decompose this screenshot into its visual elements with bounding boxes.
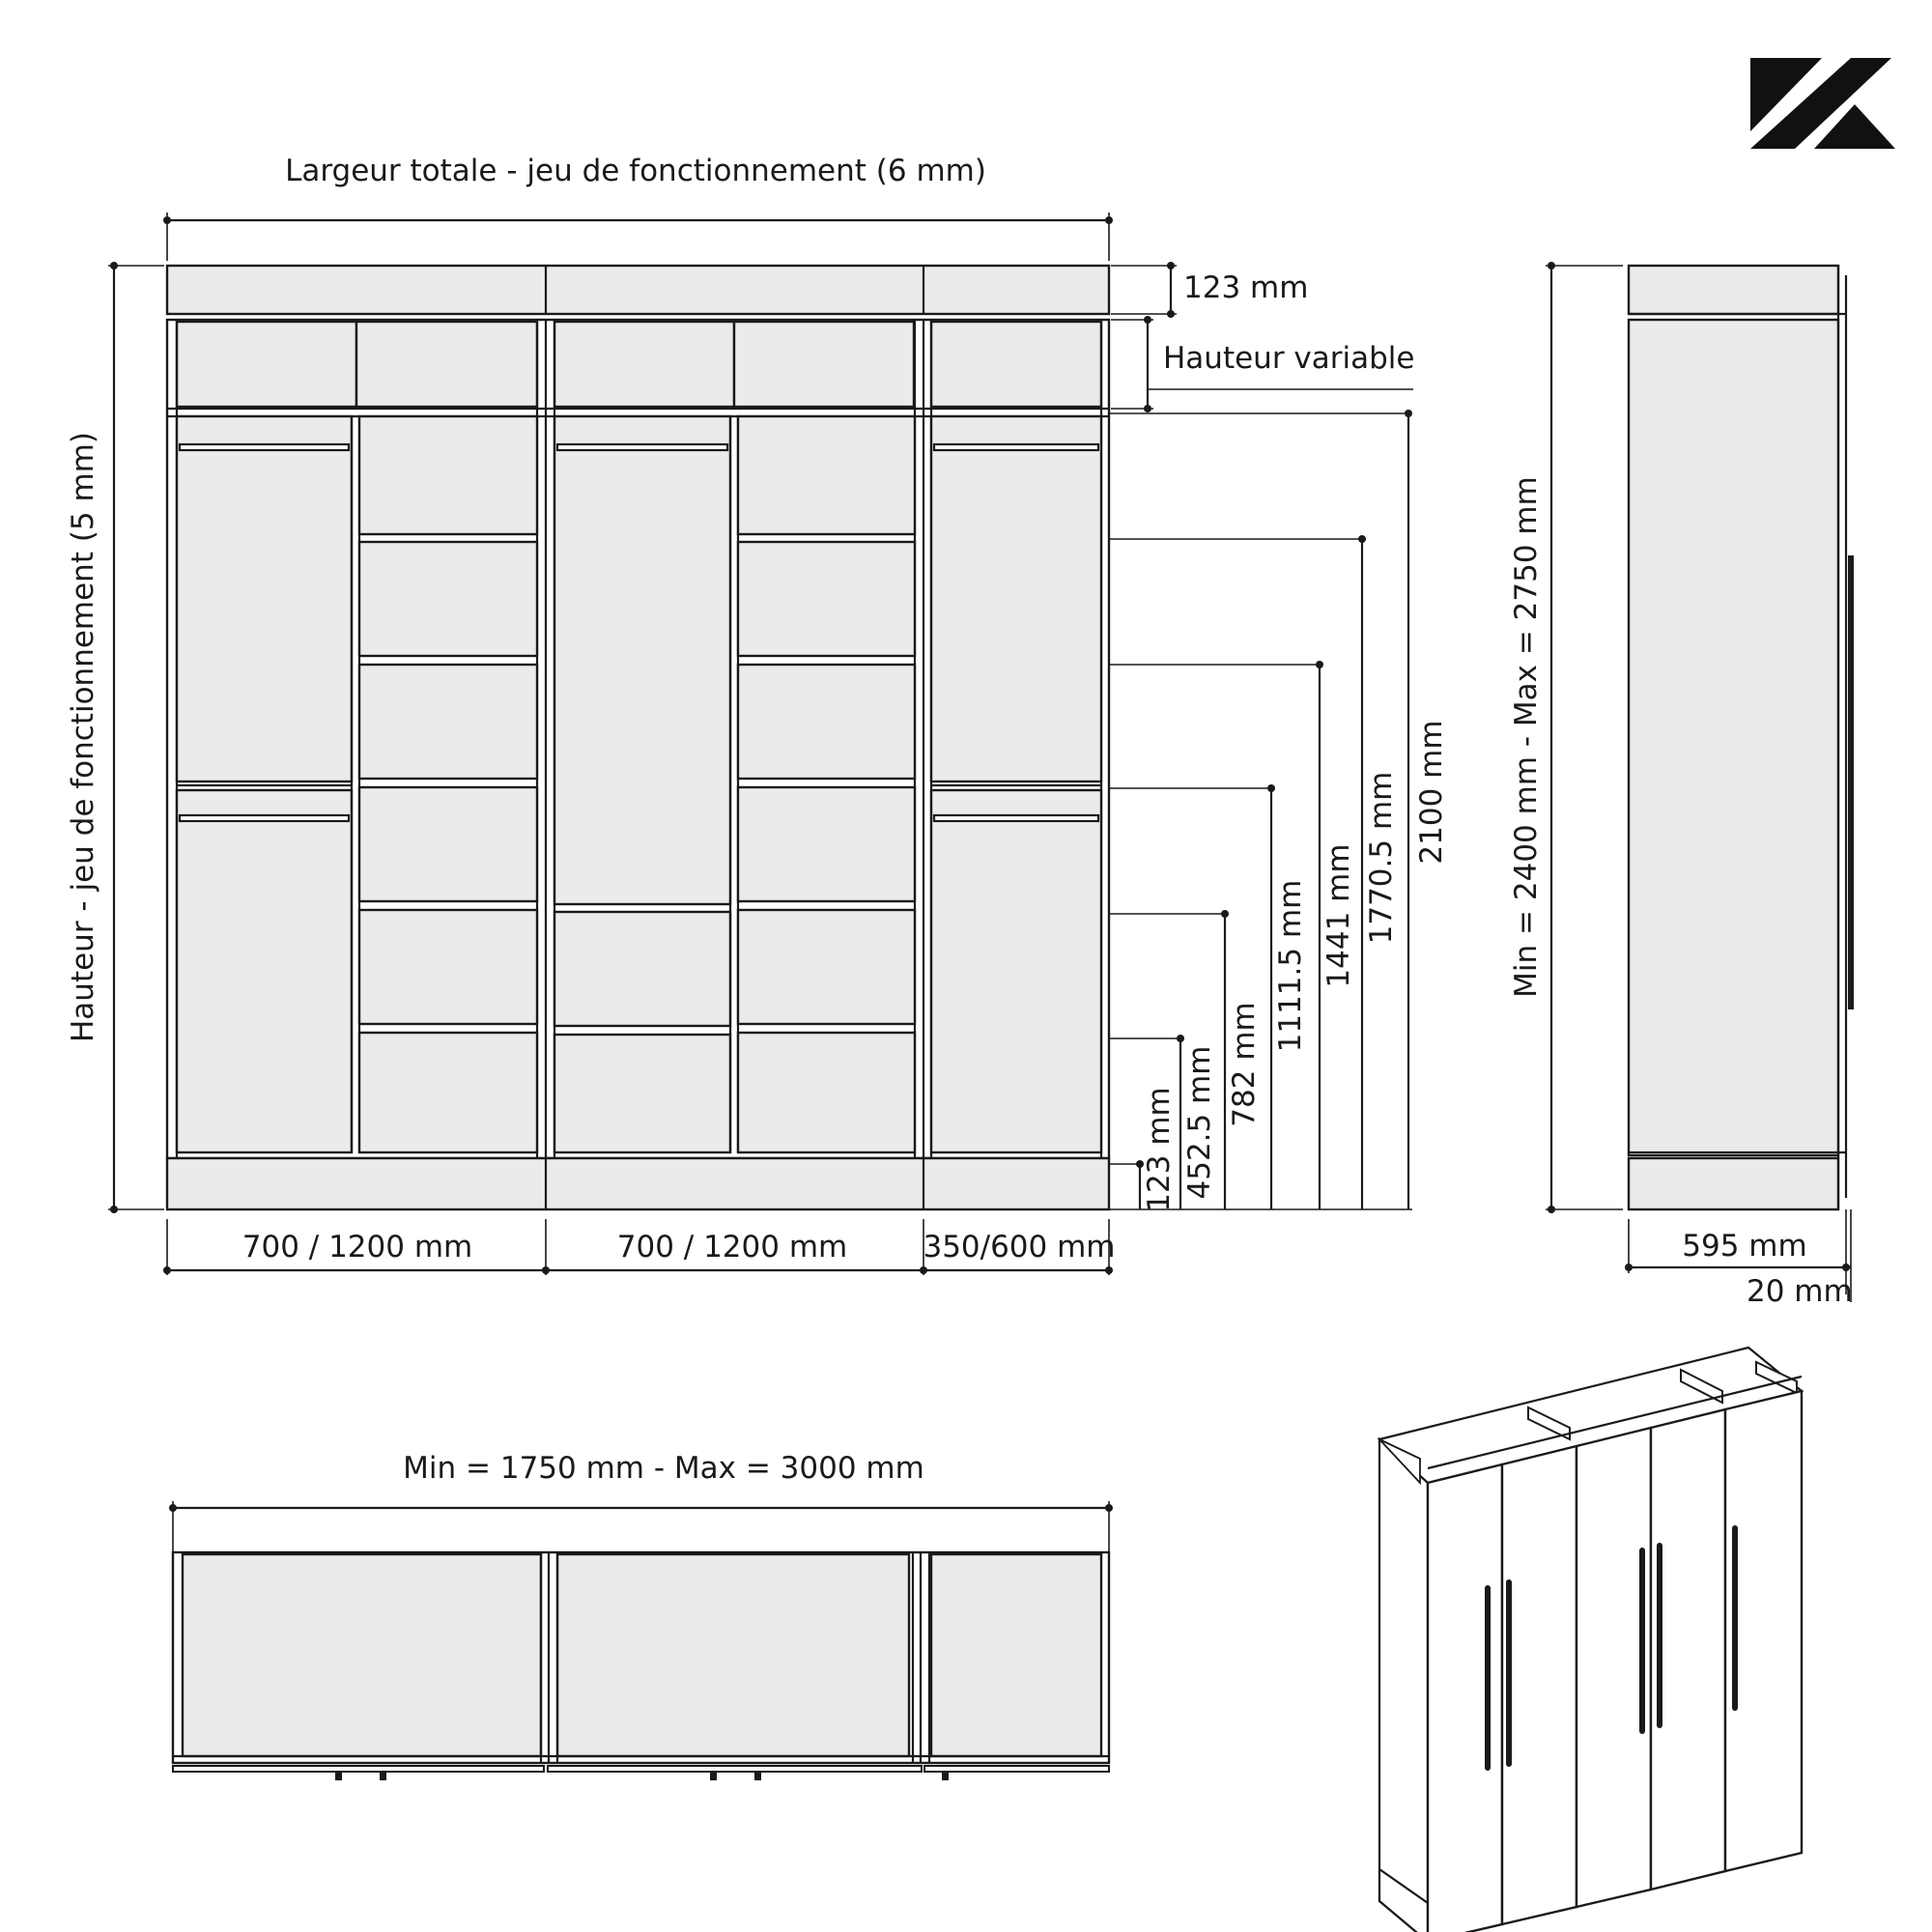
door-handle-side <box>1848 555 1854 1009</box>
total-width-label: Largeur totale - jeu de fonctionnement (6 mm) <box>285 154 986 188</box>
module-width-label: 700 / 1200 mm <box>616 1230 848 1264</box>
shelf-height-label: 1111.5 mm <box>1273 879 1308 1053</box>
door-thickness-label: 20 mm <box>1747 1274 1853 1309</box>
height-range-label: Min = 2400 mm - Max = 2750 mm <box>1509 476 1544 998</box>
shelf-height-label: 782 mm <box>1227 1002 1262 1127</box>
total-height-label: Hauteur - jeu de fonctionnement (5 mm) <box>66 431 100 1043</box>
depth-label: 595 mm <box>1682 1229 1807 1264</box>
door-handle-top-icon <box>335 1772 949 1780</box>
shelf-height-label: 1441 mm <box>1321 843 1356 988</box>
shelf-height-label: 123 mm <box>1142 1087 1177 1212</box>
brand-logo-icon <box>1750 58 1895 149</box>
variable-height-label: Hauteur variable <box>1163 341 1415 376</box>
top-view <box>169 1451 1113 1780</box>
shelf-height-label: 2100 mm <box>1414 720 1449 865</box>
top-height-label: 123 mm <box>1183 270 1309 305</box>
isometric-view <box>1379 1348 1802 1932</box>
shelf-height-label: 1770.5 mm <box>1364 771 1399 945</box>
shelf-height-label: 452.5 mm <box>1182 1045 1217 1200</box>
front-view <box>66 154 1449 1275</box>
module-width-label: 700 / 1200 mm <box>242 1230 473 1264</box>
shelf-height-dimensions <box>1109 410 1449 1212</box>
module-width-label: 350/600 mm <box>923 1230 1116 1264</box>
side-view <box>1509 262 1854 1309</box>
width-range-label: Min = 1750 mm - Max = 3000 mm <box>403 1451 924 1486</box>
